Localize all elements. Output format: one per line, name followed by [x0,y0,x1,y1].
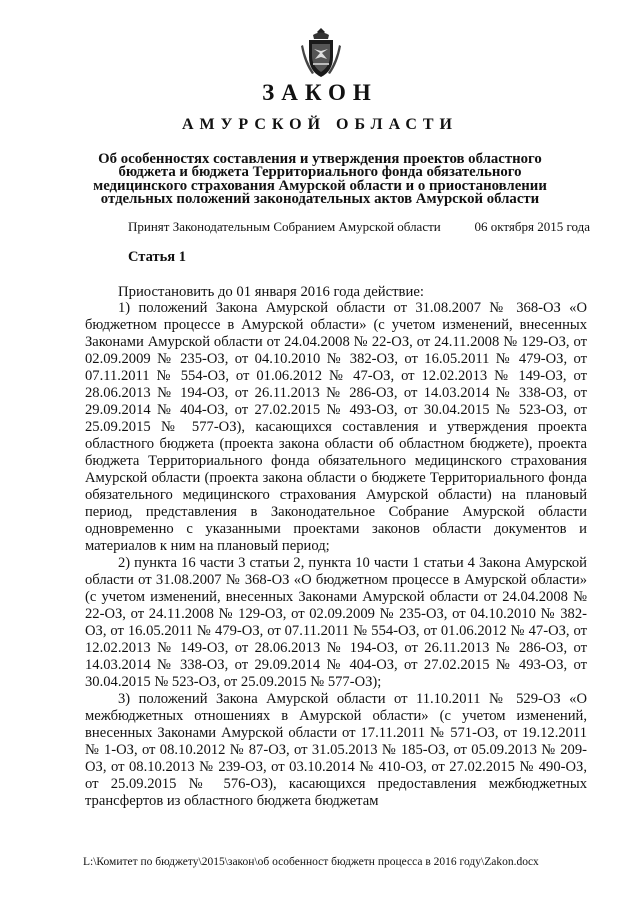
file-path-footer: L:\Комитет по бюджету\2015\закон\об особенност бюджетн процесса в 2016 году\Zakon.docx [83,856,539,868]
adoption-date: 06 октября 2015 года [474,219,590,234]
adoption-info [128,219,590,235]
adoption-text: Принят Законодательным Собранием Амурской области [128,219,441,234]
article-body [85,300,587,810]
article-lead: Приостановить до 01 января 2016 года действие: [118,284,424,300]
article-item: 3) положений Закона Амурской области от 11.10.2011 № 529-ОЗ «О межбюджетных отношениях в Амурской области» (с учетом изменений, внесенных Законами Амурской области от 17.11.2011 № 571-ОЗ, от 19.12.2011 № 1-ОЗ, от 08.10.2012 № 87-ОЗ, от 31.05.2013 № 185-ОЗ, от 05.09.2013 № 209-ОЗ, от 08.10.2013 № 239-ОЗ, от 03.10.2014 № 410-ОЗ, от 27.02.2015 № 490-ОЗ, от 25.09.2015 № 576-ОЗ), касающихся предоставления межбюджетных трансфертов из областного бюджета бюджетам [85,691,587,809]
law-subject-heading: Об особенностях составления и утверждения проектов областного бюджета и бюджета Территориального фонда обязательного медицинского страхования Амурской области и о приостановлении отдельных положений законодательных актов Амурской области [93,151,547,207]
article-item: 1) положений Закона Амурской области от 31.08.2007 № 368-ОЗ «О бюджетном процессе в Амурской области» (с учетом изменений, внесенных Законами Амурской области от 24.04.2008 № 22-ОЗ, от 24.11.2008 № 129-ОЗ, от 02.09.2009 № 235-ОЗ, от 04.10.2010 № 382-ОЗ, от 16.05.2011 № 479-ОЗ, от 07.11.2011 № 554-ОЗ, от 01.06.2012 № 47-ОЗ, от 12.02.2013 № 149-ОЗ, от 28.06.2013 № 194-ОЗ, от 26.11.2013 № 286-ОЗ, от 14.03.2014 № 338-ОЗ, от 29.09.2014 № 404-ОЗ, от 27.02.2015 № 493-ОЗ, от 30.04.2015 № 523-ОЗ, от 25.09.2015 № 577-ОЗ), касающихся составления и утверждения проекта областного бюджета (проекта закона области об областном бюджете), проекта бюджета Территориального фонда обязательного медицинского страхования Амурской области (проекта закона области о бюджете Территориального фонда обязательного медицинского страхования Амурской области) на плановый период, представления в Законодательное Собрание Амурской области одновременно с указанными проектами законов области документов и материалов к ним на плановый период; [85,300,587,554]
article-item: 2) пункта 16 части 3 статьи 2, пункта 10 части 1 статьи 4 Закона Амурской области от 31.08.2007 № 368-ОЗ «О бюджетном процессе в Амурской области» (с учетом изменений, внесенных Законами Амурской области от 24.04.2008 № 22-ОЗ, от 24.11.2008 № 129-ОЗ, от 02.09.2009 № 235-ОЗ, от 04.10.2010 № 382-ОЗ, от 16.05.2011 № 479-ОЗ, от 07.11.2011 № 554-ОЗ, от 01.06.2012 № 47-ОЗ, от 12.02.2013 № 149-ОЗ, от 28.06.2013 № 194-ОЗ, от 26.11.2013 № 286-ОЗ, от 14.03.2014 № 338-ОЗ, от 29.09.2014 № 404-ОЗ, от 27.02.2015 № 493-ОЗ, от 30.04.2015 № 523-ОЗ, от 25.09.2015 № 577-ОЗ); [85,555,587,690]
document-type-title: ЗАКОН [262,80,378,105]
article-title: Статья 1 [128,249,186,265]
region-title: АМУРСКОЙ ОБЛАСТИ [182,116,458,133]
coat-of-arms-emblem [300,27,342,79]
